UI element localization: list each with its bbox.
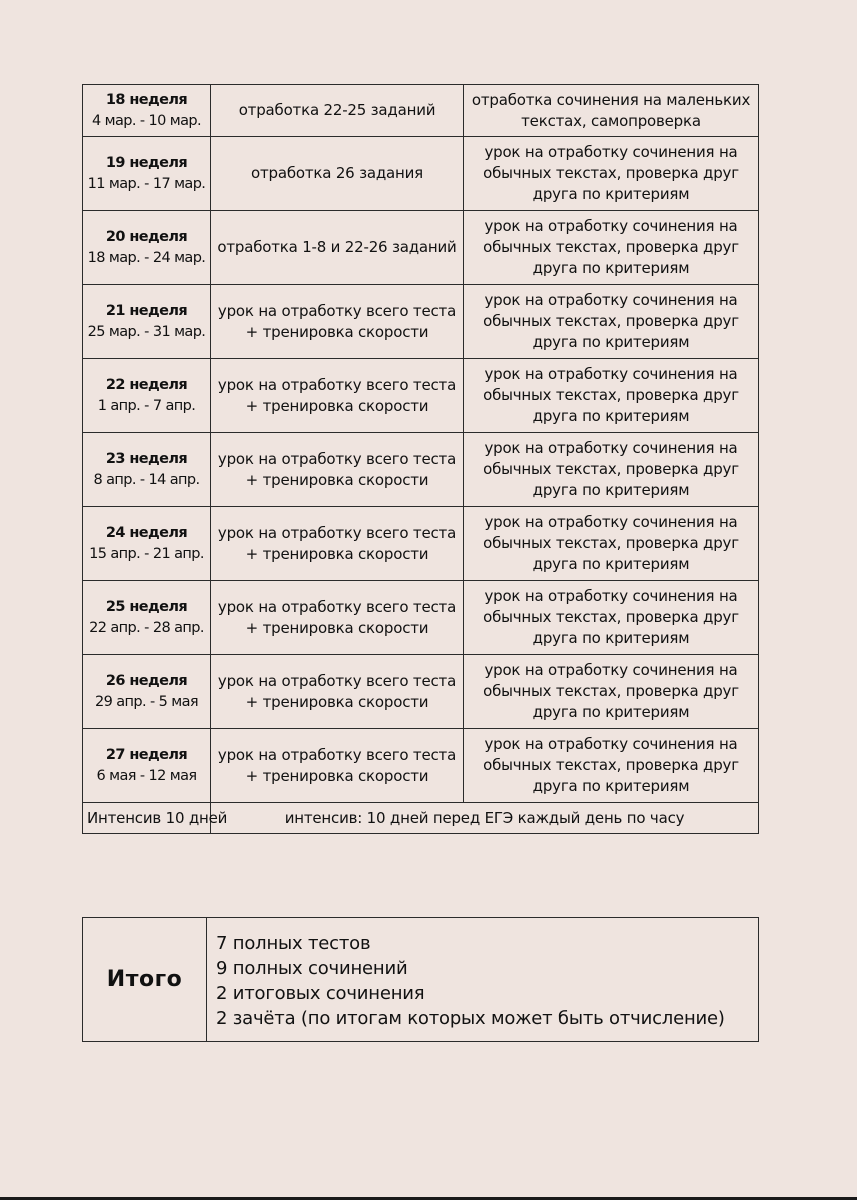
week-dates: 18 мар. - 24 мар.: [87, 249, 206, 266]
summary-box: [82, 917, 759, 1042]
week-number: 18 неделя: [105, 91, 188, 108]
summary-item: 2 зачёта (по итогам которых может быть отчисление): [216, 1008, 725, 1029]
table-row: [83, 137, 759, 211]
week-dates: 6 мая - 12 мая: [96, 767, 197, 784]
intensive-description: интенсив: 10 дней перед ЕГЭ каждый день по часу: [211, 803, 759, 834]
test-task-cell: урок на отработку всего теста + тренировка скорости: [211, 655, 464, 729]
summary-list: [207, 918, 725, 1041]
week-cell: [83, 729, 211, 803]
summary-title: Итого: [83, 918, 207, 1041]
week-dates: 11 мар. - 17 мар.: [87, 175, 206, 192]
week-number: 21 неделя: [105, 302, 188, 319]
week-dates: 15 апр. - 21 апр.: [89, 545, 204, 562]
essay-task-cell: отработка сочинения на маленьких текстах, самопроверка: [464, 85, 759, 137]
week-cell: [83, 655, 211, 729]
summary-item: 2 итоговых сочинения: [216, 983, 425, 1004]
test-task-cell: урок на отработку всего теста + тренировка скорости: [211, 359, 464, 433]
essay-task-cell: урок на отработку сочинения на обычных текстах, проверка друг друга по критериям: [464, 581, 759, 655]
week-dates: 8 апр. - 14 апр.: [93, 471, 200, 488]
essay-task-cell: урок на отработку сочинения на обычных текстах, проверка друг друга по критериям: [464, 285, 759, 359]
test-task-cell: урок на отработку всего теста + тренировка скорости: [211, 433, 464, 507]
week-number: 27 неделя: [105, 746, 188, 763]
week-cell: [83, 85, 211, 137]
week-number: 19 неделя: [105, 154, 188, 171]
week-dates: 29 апр. - 5 мая: [94, 693, 199, 710]
week-cell: [83, 211, 211, 285]
essay-task-cell: урок на отработку сочинения на обычных текстах, проверка друг друга по критериям: [464, 137, 759, 211]
week-cell: [83, 359, 211, 433]
table-row: [83, 211, 759, 285]
schedule-table: [82, 84, 759, 834]
table-row: [83, 433, 759, 507]
week-cell: [83, 433, 211, 507]
schedule-body: [83, 85, 759, 834]
summary-item: 9 полных сочинений: [216, 958, 408, 979]
test-task-cell: урок на отработку всего теста + тренировка скорости: [211, 285, 464, 359]
week-cell: [83, 581, 211, 655]
table-row: [83, 285, 759, 359]
table-row: [83, 359, 759, 433]
test-task-cell: урок на отработку всего теста + тренировка скорости: [211, 581, 464, 655]
essay-task-cell: урок на отработку сочинения на обычных текстах, проверка друг друга по критериям: [464, 507, 759, 581]
week-dates: 25 мар. - 31 мар.: [87, 323, 206, 340]
essay-task-cell: урок на отработку сочинения на обычных текстах, проверка друг друга по критериям: [464, 359, 759, 433]
table-row: [83, 85, 759, 137]
essay-task-cell: урок на отработку сочинения на обычных текстах, проверка друг друга по критериям: [464, 655, 759, 729]
week-dates: 22 апр. - 28 апр.: [89, 619, 204, 636]
test-task-cell: отработка 22-25 заданий: [211, 85, 464, 137]
week-cell: [83, 285, 211, 359]
intensive-row: [83, 803, 759, 834]
table-row: [83, 581, 759, 655]
test-task-cell: отработка 26 задания: [211, 137, 464, 211]
week-number: 22 неделя: [105, 376, 188, 393]
essay-task-cell: урок на отработку сочинения на обычных текстах, проверка друг друга по критериям: [464, 729, 759, 803]
intensive-label: Интенсив 10 дней: [83, 803, 211, 834]
week-number: 25 неделя: [105, 598, 188, 615]
essay-task-cell: урок на отработку сочинения на обычных текстах, проверка друг друга по критериям: [464, 211, 759, 285]
test-task-cell: урок на отработку всего теста + тренировка скорости: [211, 507, 464, 581]
test-task-cell: отработка 1-8 и 22-26 заданий: [211, 211, 464, 285]
week-cell: [83, 137, 211, 211]
summary-item: 7 полных тестов: [216, 933, 371, 954]
week-number: 24 неделя: [105, 524, 188, 541]
table-row: [83, 655, 759, 729]
week-cell: [83, 507, 211, 581]
week-dates: 1 апр. - 7 апр.: [97, 397, 196, 414]
table-row: [83, 507, 759, 581]
week-dates: 4 мар. - 10 мар.: [91, 112, 202, 129]
table-row: [83, 729, 759, 803]
essay-task-cell: урок на отработку сочинения на обычных текстах, проверка друг друга по критериям: [464, 433, 759, 507]
week-number: 23 неделя: [105, 450, 188, 467]
test-task-cell: урок на отработку всего теста + тренировка скорости: [211, 729, 464, 803]
week-number: 26 неделя: [105, 672, 188, 689]
week-number: 20 неделя: [105, 228, 188, 245]
